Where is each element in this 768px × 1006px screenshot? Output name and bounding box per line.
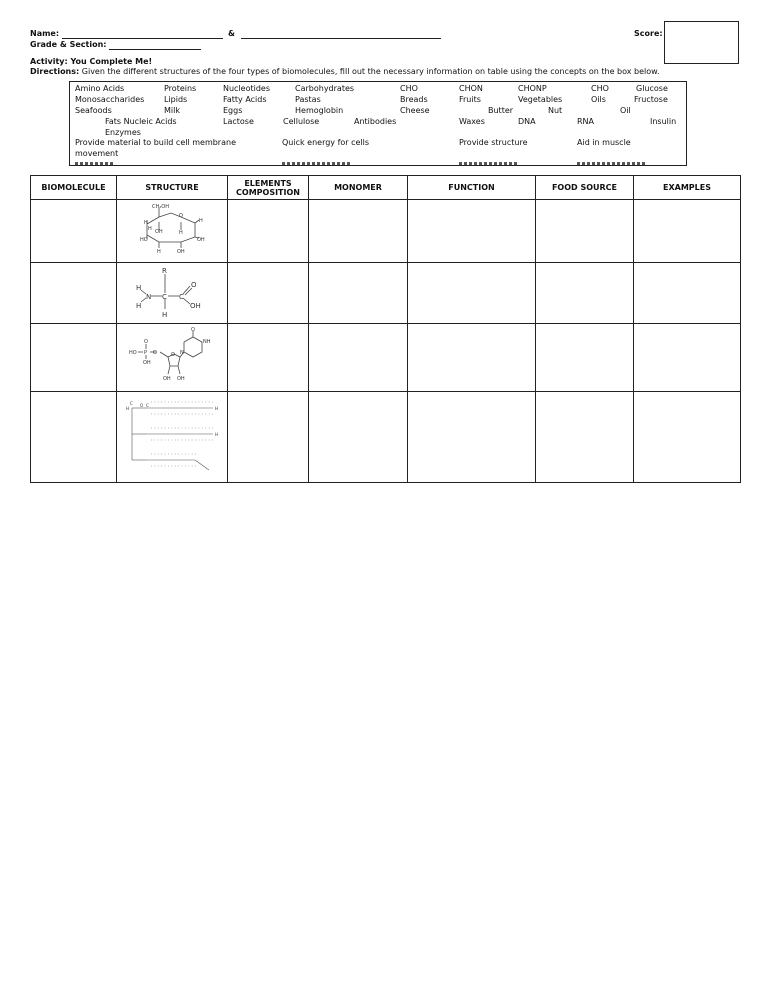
atom-label: H (136, 302, 142, 310)
concept-item: DNA (518, 117, 536, 126)
answer-cell-examples[interactable] (634, 200, 741, 263)
atom-label: H (215, 406, 219, 411)
atom-label: O (153, 350, 157, 356)
answer-cell-biomolecule[interactable] (31, 392, 117, 483)
glucose-structure-diagram (117, 200, 228, 258)
atom-label: OH (177, 249, 185, 255)
answer-cell-food-source[interactable] (536, 392, 634, 483)
name-line-2[interactable] (241, 30, 441, 39)
concept-item: CHO (400, 84, 418, 93)
answer-cell-biomolecule[interactable] (31, 200, 117, 263)
directions (30, 67, 660, 77)
atom-label: H (136, 284, 142, 292)
concept-item: Waxes (459, 117, 485, 126)
atom-label: C (179, 293, 184, 301)
atom-label: H (199, 218, 203, 224)
amino-acid-structure-diagram (117, 263, 228, 319)
concept-item: Fats Nucleic Acids (105, 117, 177, 126)
concept-item: Oils (591, 95, 606, 104)
atom-label: C (162, 293, 167, 301)
atom-label: OH (190, 302, 201, 310)
table-header-row (31, 176, 741, 200)
answer-cell-monomer[interactable] (309, 200, 408, 263)
concept-item: Fatty Acids (223, 95, 267, 104)
header-biomolecule: BIOMOLECULE (31, 176, 117, 200)
name-line-1[interactable] (62, 30, 223, 39)
answer-cell-monomer[interactable] (309, 263, 408, 324)
atom-label: CH₂OH (152, 204, 169, 210)
header-food-source: FOOD SOURCE (536, 176, 634, 200)
concept-item: Provide structure (459, 138, 528, 147)
atom-label: H (215, 432, 219, 437)
concept-item: Milk (164, 106, 180, 115)
concept-item: CHON (459, 84, 483, 93)
header-examples: EXAMPLES (634, 176, 741, 200)
directions-text: Given the different structures of the four types of biomolecules, fill out the necessary information on table using the concepts on the box below. (81, 67, 660, 76)
atom-label: NH (203, 339, 211, 345)
header-structure: STRUCTURE (117, 176, 228, 200)
structure-cell (117, 392, 228, 483)
answer-cell-function[interactable] (408, 263, 536, 324)
atom-label: O (144, 339, 148, 345)
answer-cell-function[interactable] (408, 200, 536, 263)
structure-cell (117, 200, 228, 263)
answer-cell-function[interactable] (408, 324, 536, 392)
atom-label: H (126, 406, 130, 411)
answer-cell-elements[interactable] (228, 324, 309, 392)
atom-label: O (179, 213, 183, 219)
atom-label: OH (197, 237, 205, 243)
answer-cell-examples[interactable] (634, 392, 741, 483)
answer-cell-biomolecule[interactable] (31, 324, 117, 392)
answer-cell-monomer[interactable] (309, 324, 408, 392)
concept-item: Seafoods (75, 106, 112, 115)
header-function: FUNCTION (408, 176, 536, 200)
concept-item: Breads (400, 95, 428, 104)
atom-label: C (146, 403, 149, 408)
atom-label: H (162, 311, 168, 319)
concept-item: Provide material to build cell membrane (75, 138, 236, 147)
concept-item: Monosaccharides (75, 95, 145, 104)
activity-title: Activity: You Complete Me! (30, 57, 153, 66)
concept-item: movement (75, 149, 119, 158)
concept-item: Antibodies (354, 117, 397, 126)
answer-cell-food-source[interactable] (536, 200, 634, 263)
concept-item: Carbohydrates (295, 84, 355, 93)
concept-item: CHONP (518, 84, 547, 93)
concept-item: RNA (577, 117, 595, 126)
concept-item: Nucleotides (223, 84, 271, 93)
table-row (31, 324, 741, 392)
answer-cell-food-source[interactable] (536, 324, 634, 392)
concept-item: Fruits (459, 95, 481, 104)
triglyceride-structure-diagram (117, 392, 228, 478)
concept-item: Aid in muscle (577, 138, 631, 147)
atom-label: C (130, 401, 133, 406)
concept-item: Fructose (634, 95, 668, 104)
answer-cell-function[interactable] (408, 392, 536, 483)
answer-cell-examples[interactable] (634, 263, 741, 324)
concept-item: Nut (548, 106, 563, 115)
concept-item: Insulin (650, 117, 677, 126)
answer-cell-monomer[interactable] (309, 392, 408, 483)
clipped-text-fragment (282, 162, 352, 165)
atom-label: HO (140, 237, 148, 243)
atom-label: HO (129, 350, 137, 356)
name-label: Name: (30, 29, 60, 38)
atom-label: OH (143, 360, 151, 366)
answer-cell-elements[interactable] (228, 263, 309, 324)
clipped-text-fragment (459, 162, 519, 165)
atom-label: H (148, 226, 152, 232)
concept-box (69, 81, 687, 166)
concept-item: Enzymes (105, 128, 141, 137)
table-row (31, 200, 741, 263)
atom-label: O (171, 352, 175, 358)
atom-label: H (144, 220, 148, 226)
concept-item: Cheese (400, 106, 430, 115)
concept-item: Pastas (295, 95, 321, 104)
ampersand: & (228, 29, 235, 38)
grade-section-label: Grade & Section: (30, 40, 107, 49)
directions-label: Directions: (30, 67, 80, 76)
atom-label: H (157, 249, 161, 255)
atom-label: P (144, 350, 148, 356)
concept-item: CHO (591, 84, 609, 93)
atom-label: OH (163, 376, 171, 382)
concept-item: Lactose (223, 117, 254, 126)
atom-label: H (179, 230, 183, 236)
concept-item: Cellulose (283, 117, 320, 126)
concept-item: Quick energy for cells (282, 138, 370, 147)
concept-item: Vegetables (518, 95, 563, 104)
table-row (31, 392, 741, 483)
concept-item: Hemoglobin (295, 106, 344, 115)
atom-label: N (180, 350, 184, 356)
atom-label: OH (155, 229, 163, 235)
answer-cell-elements[interactable] (228, 200, 309, 263)
structure-cell (117, 324, 228, 392)
atom-label: O (191, 327, 195, 333)
score-box[interactable] (664, 21, 739, 64)
header-elements-composition: ELEMENTS COMPOSITION (228, 176, 309, 200)
nucleotide-structure-diagram (117, 324, 228, 387)
answer-cell-biomolecule[interactable] (31, 263, 117, 324)
clipped-text-fragment (577, 162, 647, 165)
structure-cell (117, 263, 228, 324)
concept-item: Amino Acids (75, 84, 125, 93)
table-row (31, 263, 741, 324)
concept-item: Butter (488, 106, 514, 115)
atom-label: OH (177, 376, 185, 382)
header-monomer: MONOMER (309, 176, 408, 200)
answer-cell-examples[interactable] (634, 324, 741, 392)
score-label: Score: (634, 29, 663, 38)
concept-item: Proteins (164, 84, 197, 93)
atom-label: O (191, 281, 197, 289)
atom-label: O (140, 403, 144, 408)
concept-item: Oil (620, 106, 631, 115)
biomolecule-table (30, 175, 741, 483)
concept-item: Eggs (223, 106, 243, 115)
grade-section-line[interactable] (109, 41, 201, 50)
answer-cell-food-source[interactable] (536, 263, 634, 324)
answer-cell-elements[interactable] (228, 392, 309, 483)
concept-item: Lipids (164, 95, 188, 104)
clipped-text-fragment (75, 162, 115, 165)
atom-label: R (162, 267, 167, 275)
concept-item: Glucose (636, 84, 668, 93)
atom-label: N (146, 293, 152, 301)
